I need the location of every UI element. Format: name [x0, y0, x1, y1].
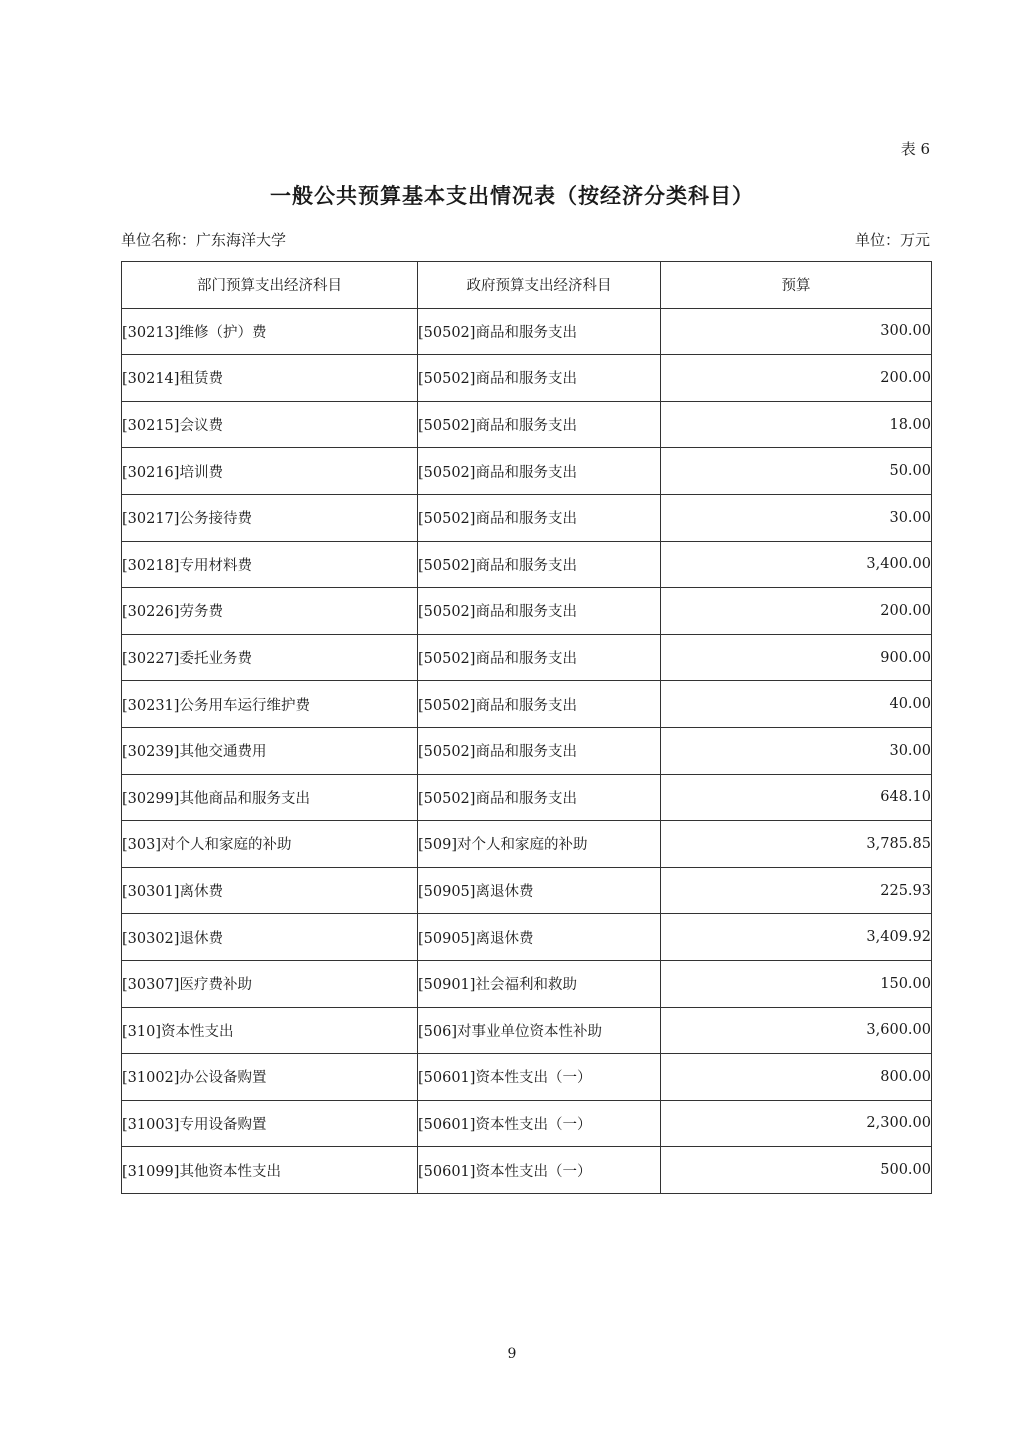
gov-subject-cell: [50601]资本性支出（一）	[418, 1054, 661, 1101]
table-row	[122, 355, 932, 402]
table-row	[122, 448, 932, 495]
gov-subject-cell: [50901]社会福利和救助	[418, 960, 661, 1007]
budget-amount-cell: 500.00	[661, 1147, 932, 1194]
dept-subject-cell: [30216]培训费	[122, 448, 418, 495]
gov-subject-cell: [50502]商品和服务支出	[418, 448, 661, 495]
table-row	[122, 1007, 932, 1054]
table-row	[122, 914, 932, 961]
gov-subject-cell: [50502]商品和服务支出	[418, 355, 661, 402]
gov-subject-cell: [50502]商品和服务支出	[418, 401, 661, 448]
gov-subject-cell: [50905]离退休费	[418, 914, 661, 961]
dept-subject-cell: [31099]其他资本性支出	[122, 1147, 418, 1194]
gov-subject-cell: [50502]商品和服务支出	[418, 541, 661, 588]
table-body	[122, 308, 932, 1193]
gov-subject-cell: [509]对个人和家庭的补助	[418, 821, 661, 868]
budget-amount-cell: 40.00	[661, 681, 932, 728]
unit-name-label: 单位名称：广东海洋大学	[121, 231, 287, 249]
budget-amount-cell: 300.00	[661, 308, 932, 355]
budget-amount-cell: 3,785.85	[661, 821, 932, 868]
table-row	[122, 727, 932, 774]
budget-amount-cell: 200.00	[661, 588, 932, 635]
table-row	[122, 541, 932, 588]
gov-subject-cell: [50601]资本性支出（一）	[418, 1147, 661, 1194]
budget-amount-cell: 900.00	[661, 634, 932, 681]
dept-subject-cell: [30226]劳务费	[122, 588, 418, 635]
table-row	[122, 1100, 932, 1147]
gov-subject-cell: [50601]资本性支出（一）	[418, 1100, 661, 1147]
table-header-row	[122, 262, 932, 309]
gov-subject-cell: [50502]商品和服务支出	[418, 681, 661, 728]
table-row	[122, 821, 932, 868]
table-row	[122, 634, 932, 681]
dept-subject-cell: [30299]其他商品和服务支出	[122, 774, 418, 821]
gov-subject-cell: [50502]商品和服务支出	[418, 494, 661, 541]
unit-label: 单位：万元	[854, 231, 930, 249]
dept-subject-cell: [30218]专用材料费	[122, 541, 418, 588]
table-row	[122, 774, 932, 821]
page-title: 一般公共预算基本支出情况表（按经济分类科目）	[270, 183, 754, 208]
budget-amount-cell: 225.93	[661, 867, 932, 914]
gov-subject-cell: [50502]商品和服务支出	[418, 588, 661, 635]
dept-subject-cell: [30301]离休费	[122, 867, 418, 914]
dept-subject-cell: [30214]租赁费	[122, 355, 418, 402]
budget-amount-cell: 50.00	[661, 448, 932, 495]
budget-amount-cell: 800.00	[661, 1054, 932, 1101]
header-dept-subject: 部门预算支出经济科目	[122, 262, 418, 309]
page-number: 9	[507, 1346, 517, 1362]
table-row	[122, 588, 932, 635]
header-gov-subject: 政府预算支出经济科目	[418, 262, 661, 309]
dept-subject-cell: [30213]维修（护）费	[122, 308, 418, 355]
dept-subject-cell: [30215]会议费	[122, 401, 418, 448]
dept-subject-cell: [30302]退休费	[122, 914, 418, 961]
table-number: 表 6	[900, 140, 930, 158]
budget-amount-cell: 30.00	[661, 494, 932, 541]
budget-amount-cell: 3,600.00	[661, 1007, 932, 1054]
budget-amount-cell: 3,409.92	[661, 914, 932, 961]
dept-subject-cell: [303]对个人和家庭的补助	[122, 821, 418, 868]
gov-subject-cell: [50502]商品和服务支出	[418, 308, 661, 355]
dept-subject-cell: [310]资本性支出	[122, 1007, 418, 1054]
budget-amount-cell: 3,400.00	[661, 541, 932, 588]
dept-subject-cell: [30307]医疗费补助	[122, 960, 418, 1007]
budget-amount-cell: 2,300.00	[661, 1100, 932, 1147]
dept-subject-cell: [31003]专用设备购置	[122, 1100, 418, 1147]
gov-subject-cell: [506]对事业单位资本性补助	[418, 1007, 661, 1054]
table-row	[122, 308, 932, 355]
dept-subject-cell: [30227]委托业务费	[122, 634, 418, 681]
dept-subject-cell: [30231]公务用车运行维护费	[122, 681, 418, 728]
budget-amount-cell: 30.00	[661, 727, 932, 774]
budget-amount-cell: 18.00	[661, 401, 932, 448]
table-row	[122, 1147, 932, 1194]
budget-amount-cell: 200.00	[661, 355, 932, 402]
budget-table	[121, 261, 932, 1194]
gov-subject-cell: [50905]离退休费	[418, 867, 661, 914]
budget-amount-cell: 648.10	[661, 774, 932, 821]
gov-subject-cell: [50502]商品和服务支出	[418, 634, 661, 681]
table-row	[122, 681, 932, 728]
table-row	[122, 1054, 932, 1101]
table-row	[122, 494, 932, 541]
meta-row	[121, 229, 930, 250]
table-row	[122, 867, 932, 914]
gov-subject-cell: [50502]商品和服务支出	[418, 727, 661, 774]
dept-subject-cell: [31002]办公设备购置	[122, 1054, 418, 1101]
dept-subject-cell: [30239]其他交通费用	[122, 727, 418, 774]
dept-subject-cell: [30217]公务接待费	[122, 494, 418, 541]
gov-subject-cell: [50502]商品和服务支出	[418, 774, 661, 821]
budget-amount-cell: 150.00	[661, 960, 932, 1007]
table-row	[122, 401, 932, 448]
header-budget: 预算	[661, 262, 932, 309]
table-row	[122, 960, 932, 1007]
